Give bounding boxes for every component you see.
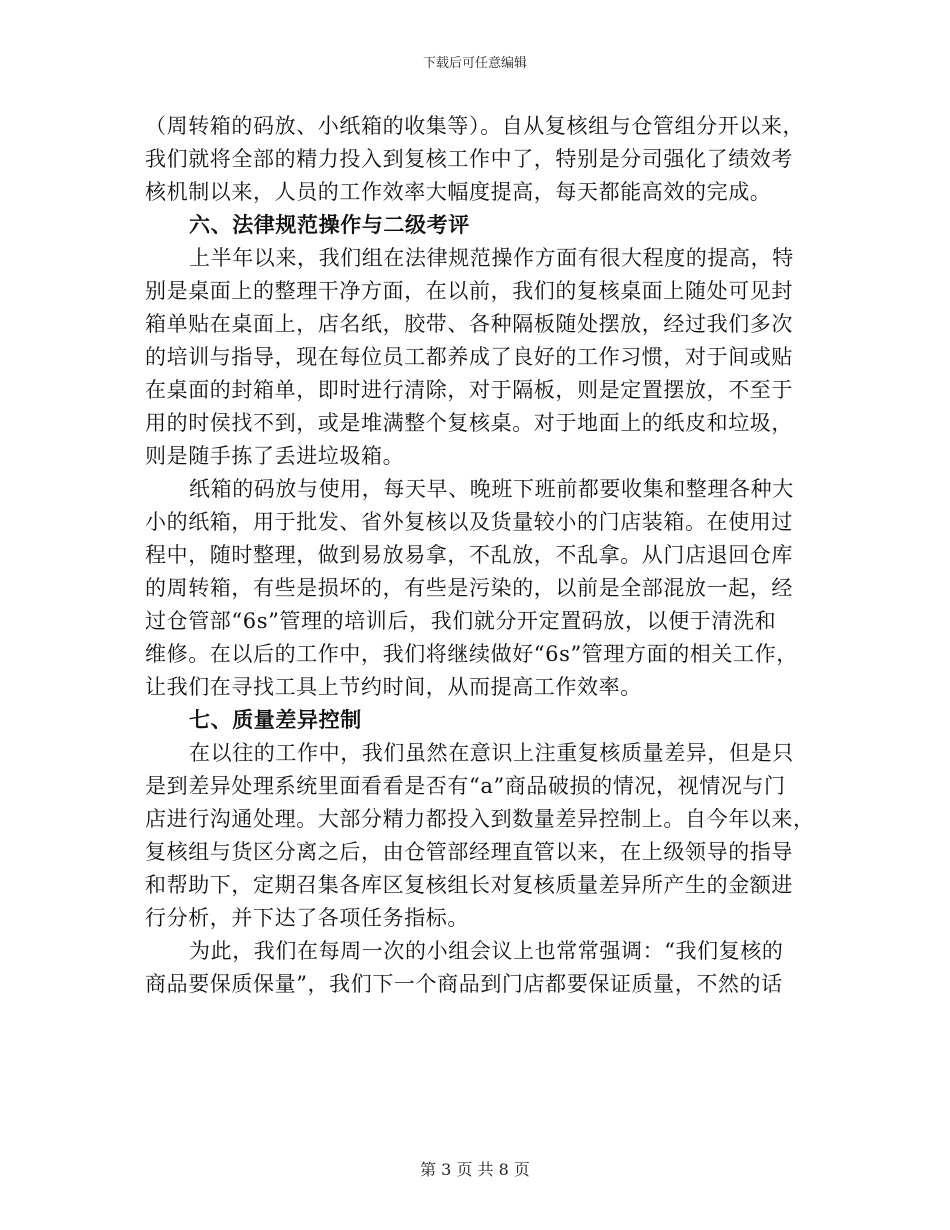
- page-number: 第 3 页 共 8 页: [420, 1160, 530, 1179]
- body-line: 则是随手拣了丢进垃圾箱。: [145, 444, 405, 468]
- body-line: 为此，我们在每周一次的小组会议上也常常强调：“我们复核的: [189, 939, 784, 963]
- body-line: 商品要保质保量”，我们下一个商品到门店都要保证质量，不然的话: [145, 972, 783, 996]
- body-line: 核机制以来，人员的工作效率大幅度提高，每天都能高效的完成。: [145, 180, 772, 204]
- body-line: 的周转箱，有些是损坏的，有些是污染的，以前是全部混放一起，经: [145, 576, 793, 600]
- section-heading-6: 六、法律规范操作与二级考评: [189, 213, 470, 237]
- body-line: 纸箱的码放与使用，每天早、晚班下班前都要收集和整理各种大: [189, 477, 794, 501]
- document-body: [145, 110, 815, 1001]
- body-line: 我们就将全部的精力投入到复核工作中了，特别是分司强化了绩效考: [145, 147, 793, 171]
- body-line: 的培训与指导，现在每位员工都养成了良好的工作习惯，对于间或贴: [145, 345, 793, 369]
- body-line: 程中，随时整理，做到易放易拿，不乱放，不乱拿。从门店退回仓库: [145, 543, 793, 567]
- body-line: 复核组与货区分离之后，由仓管部经理直管以来，在上级领导的指导: [145, 840, 793, 864]
- body-line: 和帮助下，定期召集各库区复核组长对复核质量差异所产生的金额进: [145, 873, 793, 897]
- body-line: 在桌面的封箱单，即时进行清除，对于隔板，则是定置摆放，不至于: [145, 378, 793, 402]
- body-line: 箱单贴在桌面上，店名纸，胶带、各种隔板随处摆放，经过我们多次: [145, 312, 793, 336]
- body-line: 维修。在以后的工作中，我们将继续做好“6s”管理方面的相关工作，: [145, 642, 798, 666]
- body-line: 用的时侯找不到，或是堆满整个复核桌。对于地面上的纸皮和垃圾，: [145, 411, 793, 435]
- body-line: 别是桌面上的整理干净方面，在以前，我们的复核桌面上随处可见封: [145, 279, 793, 303]
- body-line: 上半年以来，我们组在法律规范操作方面有很大程度的提高，特: [189, 246, 794, 270]
- body-line: （周转箱的码放、小纸箱的收集等）。自从复核组与仓管组分开以来，: [145, 114, 805, 138]
- body-line: 店进行沟通处理。大部分精力都投入到数量差异控制上。自今年以来，: [145, 807, 815, 831]
- body-line: 小的纸箱，用于批发、省外复核以及货量较小的门店装箱。在使用过: [145, 510, 793, 534]
- body-line: 过仓管部“6s”管理的培训后，我们就分开定置码放，以便于清洗和: [145, 609, 777, 633]
- section-heading-7: 七、质量差异控制: [189, 708, 362, 732]
- body-line: 是到差异处理系统里面看看是否有“a”商品破损的情况，视情况与门: [145, 774, 786, 798]
- body-line: 行分析，并下达了各项任务指标。: [145, 906, 469, 930]
- body-line: 在以往的工作中，我们虽然在意识上注重复核质量差异，但是只: [189, 741, 794, 765]
- body-line: 让我们在寻找工具上节约时间，从而提高工作效率。: [145, 675, 642, 699]
- header-note: 下载后可任意编辑: [422, 56, 527, 71]
